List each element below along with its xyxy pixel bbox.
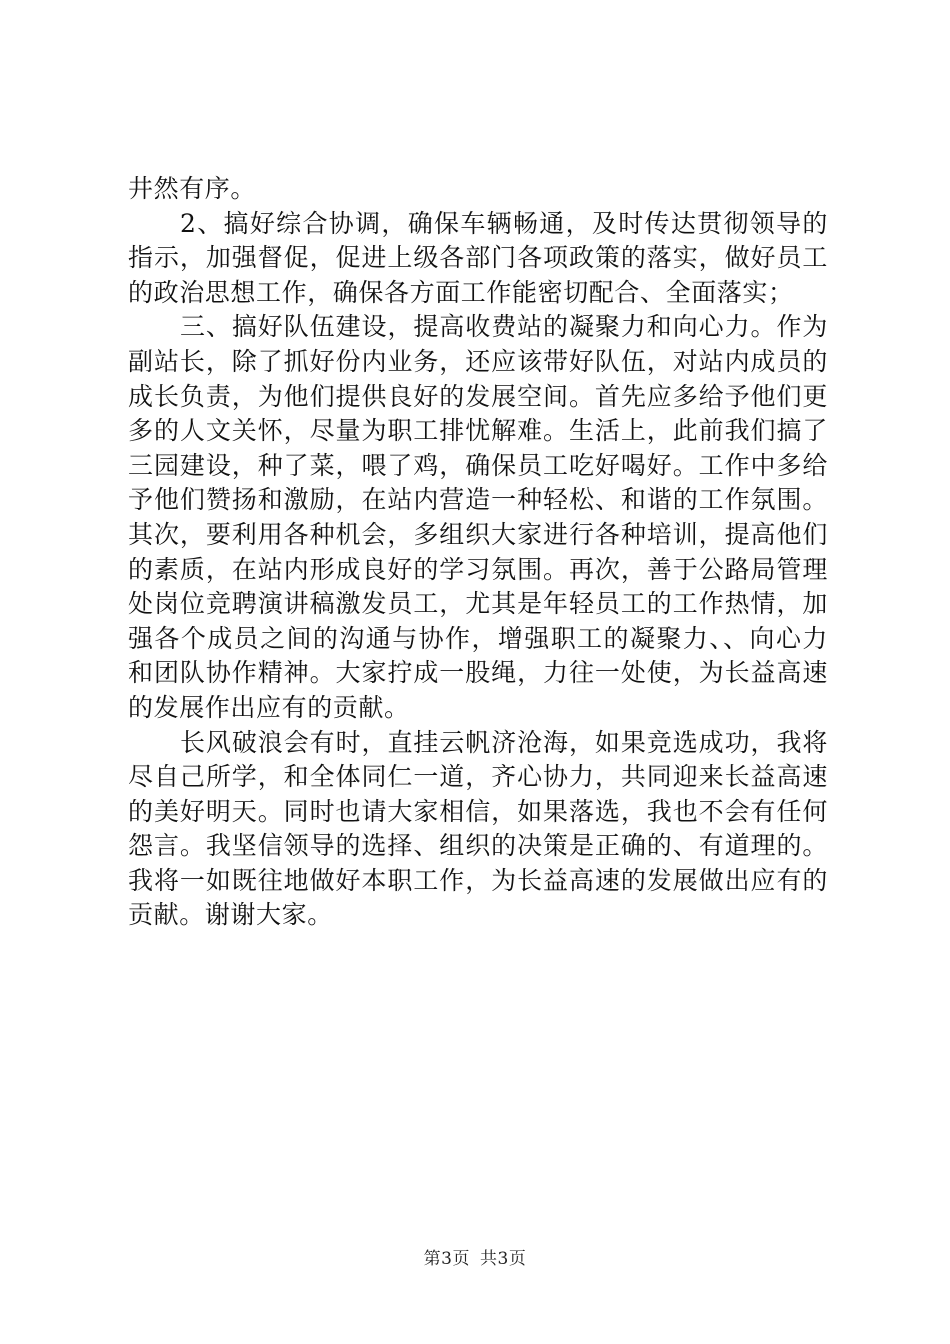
paragraph: 2、搞好综合协调，确保车辆畅通，及时传达贯彻领导的指示，加强督促，促进上级各部门各项政策的落实，做好员工的政治思想工作，确保各方面工作能密切配合、全面落实； xyxy=(128,208,828,307)
page-footer xyxy=(0,1244,950,1269)
paragraph: 长风破浪会有时，直挂云帆济沧海，如果竞选成功，我将尽自己所学，和全体同仁一道，齐心协力，共同迎来长益高速的美好明天。同时也请大家相信，如果落选，我也不会有任何怨言。我坚信领导的选择、组织的决策是正确的、有道理的。我将一如既往地做好本职工作，为长益高速的发展做出应有的贡献。谢谢大家。 xyxy=(128,727,828,930)
paragraph: 井然有序。 xyxy=(128,174,257,203)
page-number: 第3页 xyxy=(423,1249,470,1269)
paragraph: 三、搞好队伍建设，提高收费站的凝聚力和向心力。作为副站长，除了抓好份内业务，还应该带好队伍，对站内成员的成长负责，为他们提供良好的发展空间。首先应多给予他们更多的人文关怀，尽量为职工排忧解难。生活上，此前我们搞了三园建设，种了菜，喂了鸡，确保员工吃好喝好。工作中多给予他们赞扬和激励，在站内营造一种轻松、和谐的工作氛围。其次，要利用各种机会，多组织大家进行各种培训，提高他们的素质，在站内形成良好的学习氛围。再次，善于公路局管理处岗位竞聘演讲稿激发员工，尤其是年轻员工的工作热情，加强各个成员之间的沟通与协作，增强职工的凝聚力、、向心力和团队协作精神。大家拧成一股绳，力往一处使，为长益高速的发展作出应有的贡献。 xyxy=(128,312,828,722)
document-body xyxy=(128,172,828,933)
page-total: 共3页 xyxy=(480,1249,527,1269)
